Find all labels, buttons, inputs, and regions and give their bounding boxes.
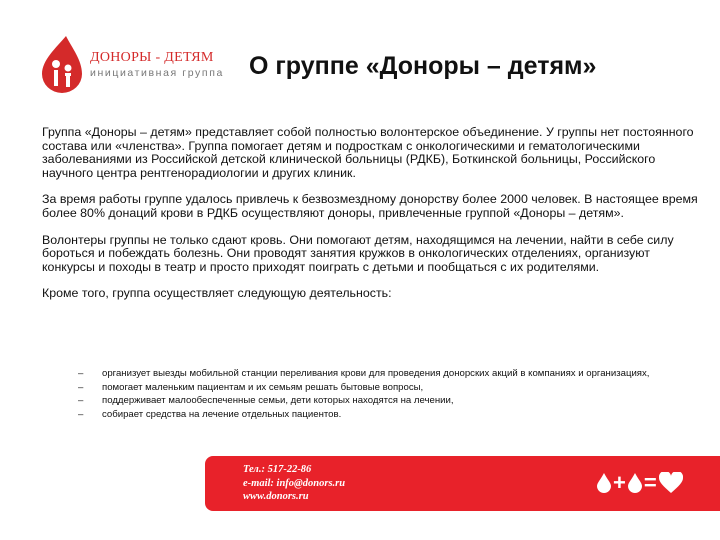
footer-banner [205, 456, 720, 511]
list-item: – поддерживает малообеспеченные семьи, дети которых находятся на лечении, [78, 394, 658, 408]
blood-drop-logo-icon [38, 34, 88, 94]
body-text [42, 126, 698, 314]
paragraph: За время работы группе удалось привлечь к безвозмездному донорству более 2000 человек. В настоящее время более 80% донаций крови в РДКБ осуществляют доноры, привлеченные группой «Доноры – детям». [42, 192, 698, 220]
blood-drop-icon [628, 473, 642, 493]
page-title: О группе «Доноры – детям» [249, 52, 597, 80]
phone: Тел.: 517-22-86 [243, 464, 312, 475]
email-link[interactable]: e-mail: info@donors.ru [243, 477, 346, 489]
list-item: – собирает средства на лечение отдельных пациентов. [78, 408, 658, 422]
activities-list [78, 367, 658, 421]
list-item: – организует выезды мобильной станции переливания крови для проведения донорских акций в компаниях и организациях, [78, 367, 658, 381]
contacts [243, 463, 345, 504]
logo-name: ДОНОРЫ - ДЕТЯМ [90, 50, 214, 65]
heart-icon [659, 472, 683, 494]
logo-subtitle: инициативная группа [90, 67, 224, 79]
blood-drop-icon [597, 473, 611, 493]
paragraph: Группа «Доноры – детям» представляет собой полностью волонтерское объединение. У группы нет постоянного состава или «членства». Группа помогает детям и подросткам с онкологическими и гематологическими заболеваниями из Российской детской клинической больницы (РДКБ), Боткинской больницы, Российского научного центра рентгенорадиологии и других клиник. [42, 125, 694, 180]
equals-sign: = [643, 470, 657, 495]
paragraph: Волонтеры группы не только сдают кровь. Они помогают детям, находящимся на лечении, найти в себе силу бороться и побеждать болезнь. Они проводят занятия кружков в онкологических отделениях, организуют конкурсы и походы в театр и просто приходят поиграть с детьми и пообщаться с их родителями. [42, 232, 674, 274]
paragraph: Кроме того, группа осуществляет следующую деятельность: [42, 286, 392, 301]
website-link[interactable]: www.donors.ru [243, 491, 309, 502]
plus-sign: + [613, 470, 626, 495]
donation-formula [597, 470, 683, 496]
logo [38, 34, 228, 94]
list-item: – помогает маленьким пациентам и их семьям решать бытовые вопросы, [78, 381, 658, 395]
